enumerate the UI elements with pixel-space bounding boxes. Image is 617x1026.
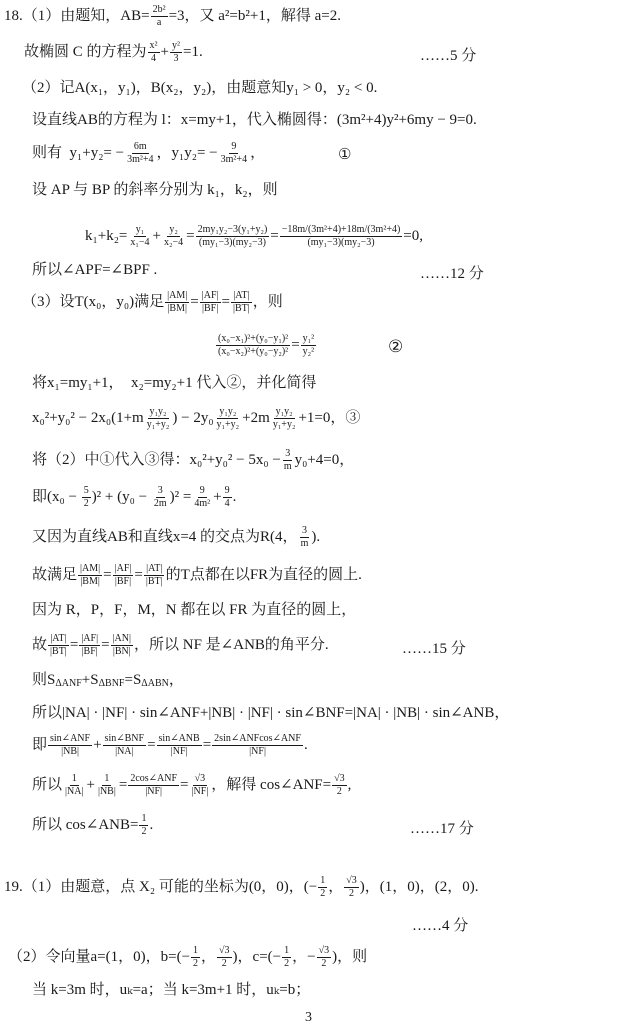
- text-line: [32, 703, 509, 723]
- text-segment: =: [118, 776, 128, 793]
- fraction-numerator: y₁²: [302, 332, 315, 344]
- text-segment: ，−: [292, 948, 316, 965]
- text-segment: 所以|NA| · |NF| · sin∠ANF+|NB| · |NF| · sin∠BNF=|NA| · |NB| · sin∠ANB，: [32, 704, 510, 721]
- fraction: [157, 734, 202, 757]
- text-line: [32, 447, 355, 472]
- fraction-denominator: y₁+y₂: [272, 418, 296, 430]
- fraction-denominator: |NF|: [170, 745, 188, 757]
- text-segment: 的T点都在以FR为直径的圆上.: [165, 566, 362, 583]
- score-17: ……17 分: [410, 821, 474, 837]
- fraction: [79, 634, 100, 657]
- fraction-denominator: |BN|: [112, 645, 131, 657]
- fraction-numerator: 3: [285, 447, 291, 459]
- text-segment: 所以 cos∠ANB=: [32, 816, 139, 833]
- text-segment: 故: [32, 636, 48, 653]
- fraction: [162, 225, 185, 248]
- text-segment: )² + (y₀ −: [91, 488, 151, 505]
- text-segment: 则有 y₁+y₂= −: [32, 144, 125, 161]
- fraction: [215, 407, 242, 430]
- text-line: [32, 562, 362, 587]
- fraction-denominator: |BM|: [167, 302, 187, 314]
- fraction-numerator: 5: [83, 484, 89, 496]
- text-segment: =3，又 a²=b²+1，解得 a=2.: [168, 7, 341, 24]
- subscript: ΔANF: [55, 678, 82, 689]
- text-segment: ，: [201, 948, 217, 965]
- text-segment: x₀²+y₀² − 2x₀(1+m: [32, 409, 144, 426]
- text-segment: k₁+k₂=: [85, 227, 128, 244]
- text-segment: ，: [250, 144, 266, 161]
- fraction: [282, 946, 291, 969]
- fraction: [280, 225, 403, 248]
- fraction: [282, 449, 294, 472]
- fraction-numerator: 2sin∠ANFcos∠ANF: [214, 732, 301, 744]
- text-segment: =S: [124, 671, 142, 688]
- fraction-numerator: 1: [71, 772, 77, 784]
- text-segment: =: [270, 227, 279, 244]
- text-segment: 将（2）中①代入③得：x₀²+y₀² − 5x₀ −: [32, 451, 281, 468]
- text-segment: ，则: [252, 293, 283, 310]
- fraction-denominator: |BM|: [80, 575, 100, 587]
- fraction-denominator: |BF|: [114, 575, 132, 587]
- fraction-denominator: |NB|: [61, 745, 79, 757]
- text-line: [32, 600, 356, 620]
- fraction-numerator: 1: [141, 812, 147, 824]
- text-segment: =: [180, 776, 189, 793]
- text-segment: =: [69, 636, 79, 653]
- text-segment: +: [160, 43, 169, 60]
- text-segment: +: [213, 488, 222, 505]
- text-segment: =: [103, 566, 112, 583]
- text-segment: +: [152, 227, 161, 244]
- text-segment: （2）令向量a=(1，0)，b=(−: [8, 948, 191, 965]
- text-segment: .: [303, 736, 308, 753]
- text-segment: （3）设T(x₀，y₀)满足: [22, 293, 165, 310]
- text-segment: ，: [168, 671, 184, 688]
- text-line: [32, 670, 184, 690]
- fraction: [212, 734, 303, 757]
- text-segment: =1.: [182, 43, 203, 60]
- text-segment: 故椭圆 C 的方程为: [24, 43, 147, 60]
- fraction-numerator: y₁y₂: [219, 405, 237, 417]
- fraction-denominator: |NA|: [65, 785, 84, 797]
- fraction: [128, 774, 179, 797]
- text-segment: y₀+4=0，: [294, 451, 355, 468]
- fraction: [96, 774, 118, 797]
- fraction: [301, 334, 316, 357]
- fraction-numerator: 3: [301, 524, 307, 536]
- fraction-numerator: y₁: [135, 223, 145, 235]
- text-line: [32, 260, 157, 280]
- score-4: ……4 分: [412, 918, 469, 934]
- text-line: [32, 524, 321, 549]
- fraction-denominator: (my₁−3)(my₂−3): [198, 236, 267, 248]
- fraction-denominator: 3: [173, 52, 179, 64]
- fraction: [317, 946, 332, 969]
- fraction-numerator: y₁y₂: [275, 405, 293, 417]
- fraction: [125, 142, 155, 165]
- fraction-numerator: 1: [284, 944, 290, 956]
- text-line: [4, 3, 341, 28]
- fraction-numerator: 1: [193, 944, 199, 956]
- fraction: [103, 734, 147, 757]
- text-segment: =: [221, 293, 230, 310]
- fraction-denominator: |BF|: [81, 645, 98, 657]
- fraction: [170, 41, 182, 64]
- text-segment: =: [101, 636, 110, 653]
- text-segment: 则S: [32, 671, 56, 688]
- text-line: [32, 373, 316, 393]
- text-segment: =: [202, 736, 212, 753]
- fraction-denominator: 4: [224, 497, 230, 509]
- fraction: [48, 634, 69, 657]
- text-line: [32, 980, 310, 1000]
- text-segment: =: [134, 566, 143, 583]
- fraction-denominator: 4m²: [194, 497, 211, 509]
- text-segment: 设直线AB的方程为 l：x=my+1，代入椭圆得：(3m²+4)y²+6my − 9=0.: [32, 111, 477, 128]
- fraction: [223, 486, 232, 509]
- text-segment: )² =: [169, 488, 192, 505]
- fraction: [128, 225, 151, 248]
- text-line: [32, 140, 266, 165]
- fraction-denominator: 2: [83, 497, 89, 509]
- fraction-denominator: 2: [141, 825, 147, 837]
- fraction: [152, 486, 169, 509]
- fraction-numerator: |AF|: [201, 289, 219, 301]
- fraction-denominator: 2: [284, 957, 290, 969]
- subscript: ΔABN: [141, 678, 169, 689]
- text-segment: 当 k=3m 时，uₖ=a；当 k=3m+1 时，uₖ=b；: [32, 981, 311, 998]
- fraction: [145, 407, 172, 430]
- text-segment: .: [149, 816, 154, 833]
- fraction-denominator: |BT|: [145, 575, 163, 587]
- fraction: [191, 946, 200, 969]
- text-segment: ) − 2y₀: [172, 409, 214, 426]
- score-5: ……5 分: [420, 48, 477, 64]
- text-line: [85, 223, 424, 248]
- fraction-numerator: |AN|: [112, 632, 131, 644]
- fraction: [78, 564, 102, 587]
- fraction-numerator: √3: [346, 874, 357, 886]
- fraction-numerator: sin∠ANF: [50, 732, 91, 744]
- fraction-denominator: y₁+y₂: [216, 418, 240, 430]
- text-segment: ，解得 cos∠ANF=: [211, 776, 332, 793]
- fraction-numerator: 2my₁y₂−3(y₁+y₂): [197, 223, 268, 235]
- fraction-numerator: 1: [104, 772, 110, 784]
- fraction-numerator: 1: [320, 874, 326, 886]
- fraction-denominator: 2: [336, 785, 342, 797]
- fraction: [111, 634, 133, 657]
- text-line: [32, 484, 237, 509]
- text-line: [32, 772, 352, 797]
- text-segment: 所以: [32, 776, 63, 793]
- fraction-numerator: √3: [219, 944, 230, 956]
- fraction-denominator: 2: [193, 957, 199, 969]
- fraction-denominator: m: [300, 537, 309, 549]
- fraction: [344, 876, 359, 899]
- text-line: [32, 732, 308, 757]
- fraction-numerator: |AM|: [167, 289, 188, 301]
- text-segment: ，: [328, 878, 344, 895]
- text-segment: 即: [32, 736, 48, 753]
- text-line: [22, 289, 283, 314]
- equation-marker-2: ②: [388, 337, 404, 356]
- text-line: [4, 874, 479, 899]
- text-segment: 设 AP 与 BP 的斜率分别为 k₁，k₂，则: [32, 181, 278, 198]
- text-line: [32, 110, 477, 130]
- text-segment: =0,: [403, 227, 424, 244]
- text-line: [32, 812, 154, 837]
- fraction-denominator: (my₁−3)(my₂−3): [307, 236, 375, 248]
- text-line: [32, 180, 278, 200]
- fraction-denominator: 3m²+4: [127, 153, 154, 165]
- text-line: [32, 405, 361, 430]
- text-segment: ，所以 NF 是∠ANB的角平分.: [134, 636, 329, 653]
- fraction-denominator: |BF|: [201, 302, 219, 314]
- fraction: [192, 486, 212, 509]
- fraction-numerator: y₁y₂: [149, 405, 167, 417]
- text-segment: 即(x₀ −: [32, 488, 81, 505]
- fraction: [271, 407, 298, 430]
- fraction: [332, 774, 347, 797]
- fraction-denominator: a: [156, 16, 162, 28]
- text-segment: =: [147, 736, 156, 753]
- fraction-denominator: |BT|: [232, 302, 250, 314]
- fraction-denominator: 2: [320, 887, 326, 899]
- fraction-numerator: |AM|: [80, 562, 101, 574]
- fraction-denominator: 2: [349, 887, 355, 899]
- fraction-numerator: |AT|: [233, 289, 250, 301]
- fraction: [48, 734, 92, 757]
- text-segment: )，则: [332, 948, 368, 965]
- text-segment: 所以∠APF=∠BPF .: [32, 261, 158, 278]
- text-segment: .: [232, 488, 237, 505]
- text-line: [22, 78, 377, 98]
- score-12: ……12 分: [420, 266, 484, 282]
- text-segment: +S: [81, 671, 99, 688]
- fraction-denominator: x₂−4: [164, 236, 184, 248]
- fraction: [165, 291, 189, 314]
- text-segment: ,: [347, 776, 352, 793]
- fraction: [231, 291, 252, 314]
- text-segment: )，c=(−: [232, 948, 282, 965]
- fraction-numerator: √3: [318, 944, 330, 956]
- fraction: [200, 291, 221, 314]
- text-segment: 将x₁=my₁+1， x₂=my₂+1 代入②，并化简得: [32, 374, 317, 391]
- text-segment: （2）记A(x₁，y₁)，B(x₂，y₂)，由题意知y₁ > 0，y₂ < 0.: [22, 79, 378, 96]
- fraction-denominator: |NF|: [249, 745, 266, 757]
- fraction-numerator: x²: [149, 39, 158, 51]
- fraction-numerator: √3: [334, 772, 345, 784]
- text-segment: 18.（1）由题知，AB=: [4, 7, 150, 24]
- text-segment: =: [186, 227, 195, 244]
- fraction: [144, 564, 165, 587]
- equation-marker-1: ①: [338, 147, 352, 163]
- fraction-denominator: m: [283, 460, 292, 472]
- fraction-numerator: 2b²: [152, 3, 166, 15]
- fraction-denominator: y₁+y₂: [146, 418, 170, 430]
- fraction: [217, 946, 232, 969]
- fraction-numerator: |AF|: [81, 632, 99, 644]
- text-segment: ).: [311, 528, 321, 545]
- fraction-numerator: 9: [199, 484, 205, 496]
- fraction-numerator: √3: [194, 772, 206, 784]
- fraction-denominator: 4: [151, 52, 157, 64]
- text-segment: 故满足: [32, 566, 78, 583]
- fraction-numerator: 9: [231, 140, 237, 152]
- fraction-numerator: −18m/(3m²+4)+18m/(3m²+4): [281, 223, 401, 235]
- fraction-numerator: |AT|: [50, 632, 67, 644]
- text-segment: +: [93, 736, 102, 753]
- fraction: [82, 486, 91, 509]
- fraction-numerator: sin∠ANB: [158, 732, 200, 744]
- fraction-numerator: |AT|: [146, 562, 163, 574]
- text-segment: 19.（1）由题意，点 X₂ 可能的坐标为(0，0)，(−: [4, 878, 318, 895]
- fraction-numerator: y²: [171, 39, 180, 51]
- text-segment: )，(1，0)，(2，0).: [359, 878, 479, 895]
- text-segment: 因为 R，P，F，M，N 都在以 FR 为直径的圆上，: [32, 601, 357, 618]
- fraction-numerator: 2cos∠ANF: [130, 772, 178, 784]
- fraction-denominator: x₁−4: [130, 236, 150, 248]
- fraction-denominator: 3m²+4: [220, 153, 248, 165]
- fraction-numerator: 6m: [133, 140, 147, 152]
- text-segment: ，y₁y₂= −: [156, 144, 218, 161]
- fraction-denominator: |BT|: [50, 645, 67, 657]
- fraction-denominator: (x₀−x₂)²+(y₀−y₂)²: [218, 345, 289, 357]
- fraction-denominator: |NB|: [97, 785, 116, 797]
- fraction-numerator: |AF|: [114, 562, 132, 574]
- text-line: [215, 332, 317, 357]
- fraction-numerator: 3: [157, 484, 163, 496]
- fraction-denominator: |NF|: [145, 785, 163, 797]
- fraction: [139, 814, 148, 837]
- fraction: [148, 41, 160, 64]
- fraction: [299, 526, 311, 549]
- fraction: [151, 5, 168, 28]
- fraction-numerator: (x₀−x₁)²+(y₀−y₁)²: [218, 332, 289, 344]
- fraction: [318, 876, 327, 899]
- text-segment: 又因为直线AB和直线x=4 的交点为R(4，: [32, 528, 298, 545]
- fraction-numerator: y₂: [169, 223, 178, 235]
- fraction-denominator: 2m: [153, 497, 167, 509]
- fraction-denominator: |NF|: [191, 785, 209, 797]
- fraction: [196, 225, 270, 248]
- text-line: [8, 944, 368, 969]
- text-segment: +: [86, 776, 95, 793]
- text-line: [24, 39, 203, 64]
- text-segment: +2m: [242, 409, 270, 426]
- fraction-denominator: 2: [321, 957, 327, 969]
- page-number: 3: [305, 1010, 312, 1025]
- fraction-denominator: 2: [221, 957, 227, 969]
- fraction-denominator: |NA|: [115, 745, 134, 757]
- text-segment: +1=0，③: [298, 409, 361, 426]
- fraction: [63, 774, 85, 797]
- fraction-denominator: y₂²: [302, 345, 315, 357]
- fraction: [113, 564, 134, 587]
- fraction: [190, 774, 211, 797]
- text-segment: =: [190, 293, 199, 310]
- fraction-numerator: 9: [224, 484, 230, 496]
- text-line: [32, 632, 329, 657]
- fraction: [216, 334, 290, 357]
- fraction-numerator: sin∠BNF: [104, 732, 145, 744]
- subscript: ΔBNF: [98, 678, 125, 689]
- score-15: ……15 分: [402, 641, 466, 657]
- text-segment: =: [291, 336, 300, 353]
- fraction: [219, 142, 249, 165]
